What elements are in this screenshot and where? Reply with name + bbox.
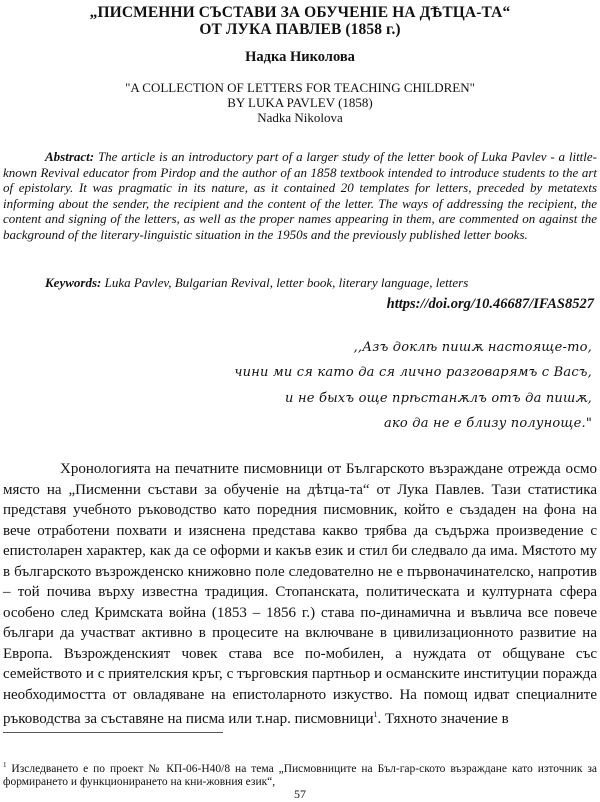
footnote-reference[interactable]: 1 <box>373 710 378 719</box>
body-text-tail: . Тяхното значение в <box>377 711 509 727</box>
footnote-separator <box>3 732 223 733</box>
title-bg-line-2: ОТ ЛУКА ПАВЛЕВ (1858 г.) <box>199 21 401 38</box>
author-name-en: Nadka Nikolova <box>257 110 343 125</box>
keywords-text: Luka Pavlev, Bulgarian Revival, letter book, literary language, letters <box>104 275 469 290</box>
title-bg-line-1: „ПИСМЕННИ СЪСТАВИ ЗА ОБУЧЕНІЕ НА ДѢТЦА-ТА“ <box>89 4 511 21</box>
title-en-line-2: BY LUKA PAVLEV (1858) <box>227 95 373 110</box>
keywords-label: Keywords: <box>45 275 102 290</box>
epigraph-line-4: ако да не е близу полуноще." <box>384 416 592 431</box>
doi-link[interactable]: https://doi.org/10.46687/IFAS8527 <box>386 296 594 312</box>
title-en-line-1: "A COLLECTION OF LETTERS FOR TEACHING CHILDREN" <box>125 80 475 95</box>
author-name-bg: Надка Николова <box>245 49 355 65</box>
body-paragraph <box>3 459 597 730</box>
abstract <box>3 149 597 243</box>
footnote <box>3 759 597 789</box>
footnote-marker: 1 <box>3 761 7 769</box>
epigraph-line-1: ,,Азъ доклѣ пишѫ настояще-то, <box>353 340 592 355</box>
footnote-text: Изследването е по проект № КП-06-Н40/8 на тема „Писмовниците на Бъл-гар-ското възраждане като източник за формирането и функционирането на кни-жовния език“, <box>3 762 597 788</box>
abstract-label: Abstract: <box>45 149 95 164</box>
epigraph-line-3: и не быхъ още прѣстанѫлъ отъ да пишѫ, <box>285 391 592 406</box>
epigraph-line-2: чини ми ся като да ся лично разговарямъ с Васъ, <box>234 365 592 380</box>
abstract-text: The article is an introductory part of a larger study of the letter book of Luka Pavlev - a little-known Revival educator from Pirdop and the author of an 1858 textbook intended to introduce students to the art of epistolary. It was pragmatic in its nature, as it contained 20 templates for letters, preceded by metatexts informing about the sender, the recipient and the content of the letter. The ways of addressing the recipient, the content and signing of the letters, as well as the proper names appearing in them, are commented on against the background of the literary-linguistic situation in the 1950s and the previously published letter books. <box>3 149 597 242</box>
keywords <box>45 275 600 291</box>
page-number: 57 <box>294 787 306 801</box>
body-text-main: Хронологията на печатните писмовници от Българското възраждане отрежда осмо място на „Писменни състави за обученіе на дѣтца-та“ от Лука Павлев. Тази статистика представя учебното ръководство като поредния писмовник, който е създаден на фона на вече отработени похвати и изяснена представа какво трябва да съдържа произведение с епистоларен характер, как да се оформи и какъв език и стил би следвало да има. Мястото му в българското възрожденско книжовно поле следователно не е първоначинателско, напротив – той почива върху известна традиция. Стопанската, политическата и културната сфера особено след Кримската война (1853 – 1856 г.) става по-динамична и въвлича все повече българи да участват активно в процесите на включване в цивилизационното развитие на Европа. Възрожденският човек става все по-мобилен, а нуждата от общуване със семейството и с приятелския кръг, с търговския партньор и османските институции поражда необходимостта от овладяване на епистоларното изкуство. На помощ идват специалните ръководства за съставяне на писма или т.нар. писмовници <box>3 461 597 727</box>
